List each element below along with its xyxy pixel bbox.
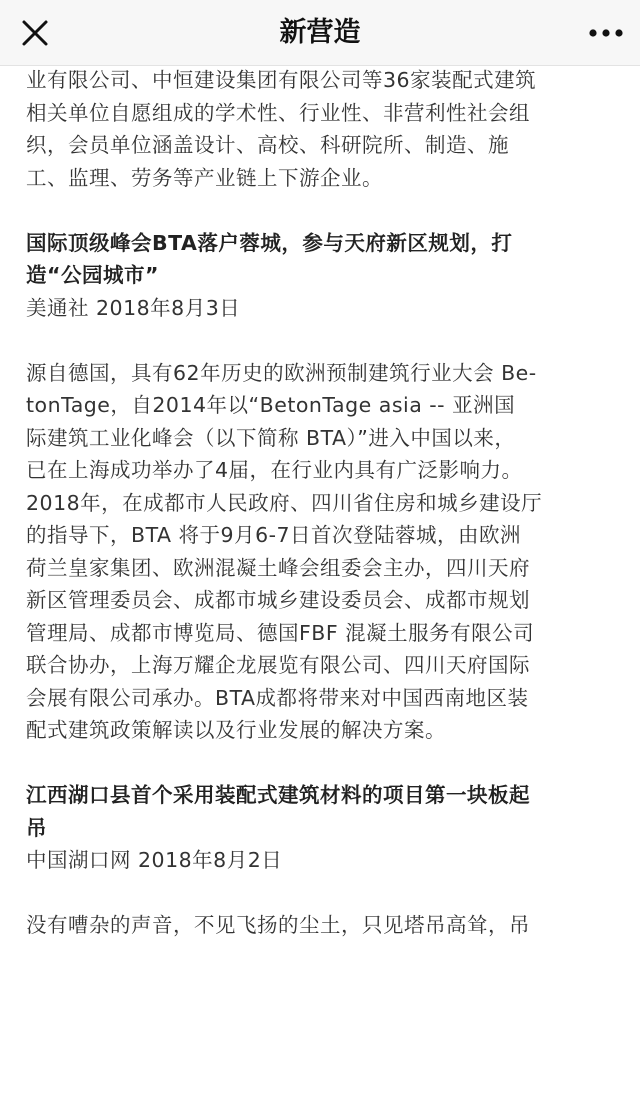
page-title: 新营造 [279, 17, 361, 48]
news-source: 美通社 2018年8月3日 [26, 295, 241, 320]
paragraph-line: 织，会员单位涵盖设计、高校、科研院所、制造、施 [26, 133, 509, 157]
more-icon [588, 28, 624, 38]
paragraph-line: 已在上海成功举办了4届，在行业内具有广泛影响力。 [26, 458, 523, 482]
paragraph-line: 业有限公司、中恒建设集团有限公司等36家装配式建筑 [26, 68, 537, 92]
paragraph-line: 管理局、成都市博览局、德国FBF 混凝土服务有限公司 [26, 620, 535, 645]
paragraph-line: 新区管理委员会、成都市城乡建设委员会、成都市规划 [26, 588, 530, 612]
paragraph-line: 会展有限公司承办。BTA成都将带来对中国西南地区装 [26, 685, 529, 710]
news-source: 中国湖口网 2018年8月2日 [26, 848, 283, 872]
paragraph-line: 荷兰皇家集团、欧洲混凝土峰会组委会主办，四川天府 [26, 555, 530, 580]
paragraph-line: 际建筑工业化峰会（以下简称 BTA）”进入中国以来， [26, 425, 516, 450]
paragraph-line: 的指导下，BTA 将于9月6-7日首次登陆蓉城，由欧洲 [26, 523, 522, 547]
more-button[interactable] [584, 12, 628, 54]
paragraph-line: 源自德国，具有62年历史的欧洲预制建筑行业大会 Be- [26, 360, 537, 385]
paragraph-line: 工、监理、劳务等产业链上下游企业。 [26, 165, 383, 190]
top-bar [0, 0, 640, 66]
intro-paragraph [26, 64, 616, 194]
news-headline: 吊 [26, 815, 47, 840]
paragraph-line: 相关单位自愿组成的学术性、行业性、非营利性社会组 [26, 100, 530, 125]
news-item [26, 227, 616, 747]
article-content [26, 64, 616, 942]
paragraph-line: 配式建筑政策解读以及行业发展的解决方案。 [26, 718, 446, 742]
paragraph-line: 联合协办，上海万耀企龙展览有限公司、四川天府国际 [26, 653, 530, 677]
close-icon [21, 19, 49, 47]
paragraph-line: tonTage，自2014年以“BetonTage asia -- 亚洲国 [26, 393, 516, 417]
news-headline: 国际顶级峰会BTA落户蓉城，参与天府新区规划，打 [26, 230, 513, 255]
news-headline: 造“公园城市” [26, 263, 159, 287]
news-item [26, 779, 616, 942]
paragraph-line: 没有嘈杂的声音，不见飞扬的尘土，只见塔吊高耸，吊 [26, 913, 530, 937]
paragraph-line: 2018年，在成都市人民政府、四川省住房和城乡建设厅 [26, 490, 543, 515]
close-button[interactable] [14, 12, 56, 54]
news-headline: 江西湖口县首个采用装配式建筑材料的项目第一块板起 [26, 783, 530, 807]
